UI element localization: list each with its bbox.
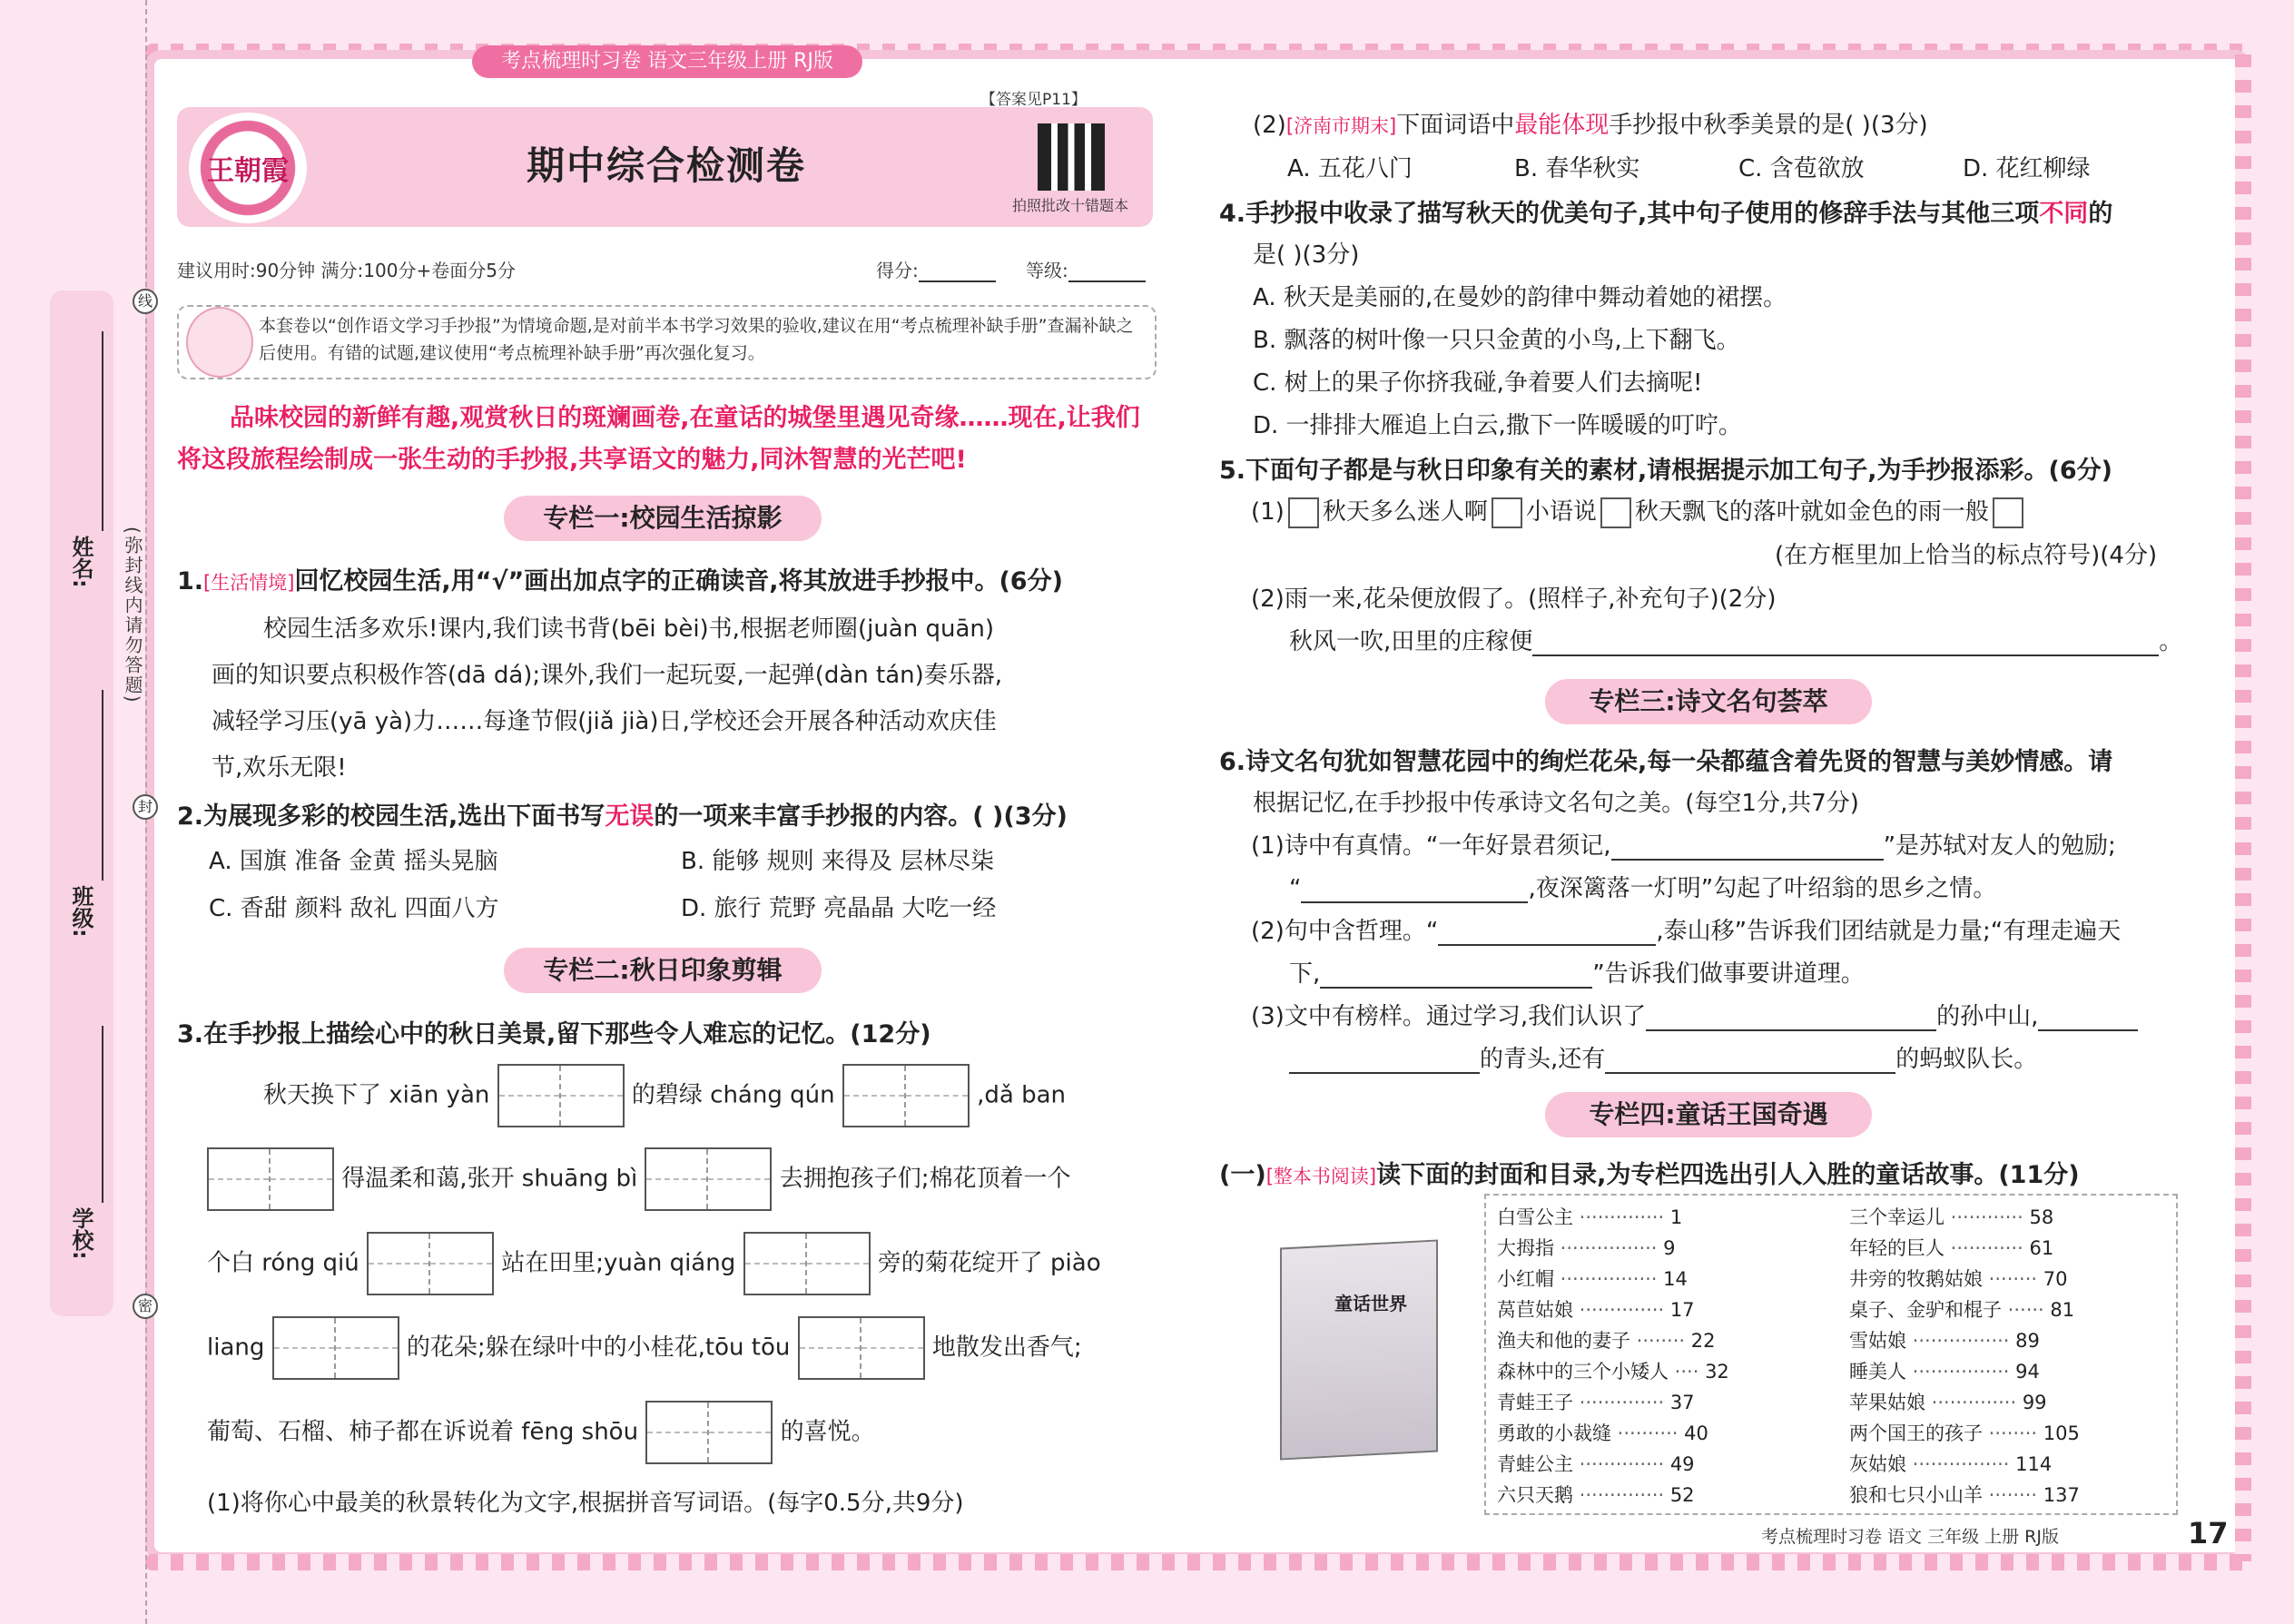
q3-text-2b: 去拥抱孩子们;棉花顶着一个 <box>779 1165 1071 1193</box>
toc-entry-title: 睡美人 <box>1849 1361 1906 1383</box>
q3b-number: (2) <box>1253 112 1286 139</box>
pinyin-daban: ,dǎ ban <box>977 1081 1066 1109</box>
q3b-text-b: 手抄报中秋季美景的是( )(3分) <box>1609 112 1928 139</box>
section-title-1: 专栏一:校园生活掠影 <box>504 496 822 541</box>
q5-sub2: (2)雨一来,花朵便放假了。(照样子,补充句子)(2分) <box>1251 586 1777 613</box>
qr-caption: 拍照批改十错题本 <box>1012 197 1129 214</box>
toc-entry <box>1497 1203 1682 1230</box>
q6-blank-3[interactable] <box>1438 920 1656 946</box>
binding-strip <box>50 290 113 1316</box>
toc-entry-page: 1 <box>1669 1206 1683 1228</box>
qr-code-icon[interactable] <box>1038 123 1105 191</box>
q3-text-4c: 地散发出香气; <box>931 1334 1082 1362</box>
toc-entry-page: 22 <box>1690 1330 1716 1352</box>
q3b-option-a[interactable]: A. 五花八门 <box>1287 155 1413 182</box>
q1-line-2[interactable]: 画的知识要点积极作答(dā dá);课外,我们一起玩耍,一起弹(dàn tán)奏乐器, <box>212 662 1003 689</box>
toc-entry-page: 137 <box>2043 1484 2080 1506</box>
q3-stem <box>177 1014 931 1049</box>
toc-entry-title: 大拇指 <box>1497 1237 1554 1259</box>
toc-entry-page: 9 <box>1663 1237 1676 1259</box>
toc-entry-title: 森林中的三个小矮人 <box>1497 1361 1669 1383</box>
answer-grid[interactable] <box>645 1147 772 1211</box>
school-field[interactable] <box>102 1026 103 1203</box>
q6-line-6 <box>1289 1040 2037 1074</box>
q6-line-2a: “ <box>1289 875 1302 902</box>
q6-blank-1[interactable] <box>1611 835 1884 861</box>
q5-sub2-blank[interactable] <box>1532 631 2159 656</box>
q2-emphasis: 无误 <box>605 802 655 831</box>
toc-entry-page: 105 <box>2043 1422 2080 1444</box>
toc-entry-title: 狼和七只小山羊 <box>1849 1484 1983 1506</box>
q2-option-d[interactable]: D. 旅行 荒野 亮晶晶 大吃一经 <box>681 895 997 922</box>
q7-tag: [整本书阅读] <box>1265 1166 1377 1187</box>
toc-entry-title: 灰姑娘 <box>1849 1453 1906 1475</box>
toc-leader-dots: ·············· <box>1573 1206 1670 1228</box>
q6-stem-2: 根据记忆,在手抄报中传承诗文名句之美。(每空1分,共7分) <box>1253 790 1859 817</box>
toc-entry-page: 37 <box>1669 1392 1695 1413</box>
tip-text: 本套卷以“创作语文学习手抄报”为情境命题,是对前半本书学习效果的验收,建议在用“考点梳理补缺手册”查漏补缺之后使用。有错的试题,建议使用“考点梳理补缺手册”再次强化复习。 <box>259 316 1134 363</box>
q6-line-1b: ”是苏轼对友人的勉励; <box>1883 832 2116 860</box>
q2-text-b: 的一项来丰富手抄报的内容。( )(3分) <box>654 802 1068 831</box>
toc-entry-page: 32 <box>1705 1361 1729 1383</box>
q5-sub1 <box>1251 493 2027 528</box>
answer-grid[interactable] <box>743 1232 871 1295</box>
q3-row-1 <box>263 1064 1066 1127</box>
q5-sub1-text-b: 小语说 <box>1525 498 1597 526</box>
q4-text-b: 的 <box>2088 200 2113 228</box>
toc-leader-dots: ········ <box>1983 1422 2043 1444</box>
answer-reference: 【答案见P11】 <box>980 91 1087 109</box>
school-label: 学校: <box>68 1207 94 1260</box>
toc-entry-title: 两个国王的孩子 <box>1849 1422 1983 1444</box>
q3b-emphasis: 最能体现 <box>1514 112 1610 139</box>
toc-entry-page: 49 <box>1669 1453 1695 1475</box>
toc-entry <box>1849 1357 2040 1384</box>
grade-field <box>1026 256 1146 282</box>
right-wave-border <box>2235 54 2251 1561</box>
q1-line-4: 节,欢乐无限! <box>212 754 347 782</box>
q6-line-4 <box>1289 955 1865 989</box>
q2-option-b[interactable]: B. 能够 规则 来得及 层林尽柒 <box>681 848 995 875</box>
toc-entry <box>1849 1419 2080 1446</box>
answer-grid[interactable] <box>272 1316 399 1380</box>
q5-sub2-line <box>1289 623 2182 656</box>
toc-leader-dots: ········ <box>1983 1484 2043 1506</box>
answer-grid[interactable] <box>842 1064 970 1127</box>
toc-leader-dots: ·············· <box>1573 1299 1670 1321</box>
q1-line-1[interactable]: 校园生活多欢乐!课内,我们读书背(bēi bèi)书,根据老师圈(juàn quān) <box>263 615 995 643</box>
q5-stem <box>1219 450 2112 486</box>
q5-sub2-end: 。 <box>2159 628 2183 655</box>
q6-line-3a: (2)句中含哲理。“ <box>1251 918 1439 945</box>
q6-blank-4[interactable] <box>1320 963 1592 989</box>
toc-entry-title: 年轻的巨人 <box>1849 1237 1944 1259</box>
toc-entry <box>1497 1419 1708 1446</box>
pinyin-xianyan: 秋天换下了 xiān yàn <box>263 1081 490 1109</box>
q3b-stem <box>1253 106 1928 140</box>
toc-entry-page: 17 <box>1669 1299 1695 1321</box>
brand-logo: 王朝霞 <box>189 113 307 223</box>
toc-leader-dots: ············ <box>1944 1237 2030 1259</box>
toc-entry-title: 苹果姑娘 <box>1849 1392 1925 1413</box>
q6-blank-5[interactable] <box>1646 1006 1936 1031</box>
pinyin-changqun: 的碧绿 cháng qún <box>631 1081 835 1109</box>
table-of-contents <box>1484 1194 2178 1515</box>
bottom-wave-border <box>145 1554 2251 1570</box>
punct-box[interactable] <box>1492 497 1522 528</box>
toc-leader-dots: ················ <box>1554 1237 1664 1259</box>
toc-entry <box>1849 1326 2040 1353</box>
book-title: 童话世界 <box>1334 1293 1407 1314</box>
q6-line-4b: ”告诉我们做事要讲道理。 <box>1592 960 1865 988</box>
q2-number: 2. <box>177 802 204 831</box>
grade-blank[interactable] <box>1068 262 1146 282</box>
series-tab: 考点梳理时习卷 语文三年级上册 RJ版 <box>472 45 862 78</box>
q6-line-3b: ,泰山移”告诉我们团结就是力量;“有理走遍天 <box>1656 918 2122 945</box>
q4-option-d[interactable]: D. 一排排大雁追上白云,撒下一阵暖暖的叮咛。 <box>1253 412 1742 439</box>
page-title: 期中综合检测卷 <box>527 143 807 188</box>
q3-row-5 <box>207 1401 875 1464</box>
q5-sub1-number: (1) <box>1251 498 1285 526</box>
toc-entry-page: 61 <box>2029 1237 2054 1259</box>
toc-entry <box>1849 1295 2074 1323</box>
page-number: 17 <box>2188 1516 2229 1550</box>
footer-text: 考点梳理时习卷 语文 三年级 上册 RJ版 <box>1761 1527 2059 1547</box>
toc-entry-page: 94 <box>2015 1361 2040 1383</box>
q4-text-a: 手抄报中收录了描写秋天的优美句子,其中句子使用的修辞手法与其他三项 <box>1245 200 2040 228</box>
toc-entry-title: 渔夫和他的妻子 <box>1497 1330 1630 1352</box>
toc-entry-page: 58 <box>2029 1206 2054 1228</box>
q5-sub1-text-a: 秋天多么迷人啊 <box>1322 498 1488 526</box>
q6-number: 6. <box>1219 748 1246 776</box>
pinyin-rongqiu: 个白 róng qiú <box>207 1249 359 1277</box>
toc-entry <box>1849 1481 2080 1508</box>
pinyin-toutou: 的花朵;躲在绿叶中的小桂花,tōu tōu <box>406 1334 791 1362</box>
q4-stem <box>1219 193 2112 229</box>
toc-entry <box>1849 1265 2068 1292</box>
answer-grid[interactable] <box>645 1401 773 1464</box>
score-field <box>876 256 996 282</box>
q4-option-b[interactable]: B. 飘落的树叶像一只只金黄的小鸟,上下翻飞。 <box>1253 327 1740 354</box>
q3-number: 3. <box>177 1020 204 1048</box>
score-label: 得分: <box>876 260 919 281</box>
q4-option-a[interactable]: A. 秋天是美丽的,在曼妙的韵律中舞动着她的裙摆。 <box>1253 284 1787 311</box>
toc-entry-page: 114 <box>2015 1453 2053 1475</box>
answer-grid[interactable] <box>497 1064 625 1127</box>
q6-line-1a: (1)诗中有真情。“一年好景君须记, <box>1251 832 1611 860</box>
q3-row-2 <box>207 1147 1071 1211</box>
toc-entry-title: 井旁的牧鹅姑娘 <box>1849 1268 1983 1290</box>
toc-entry-title: 青蛙王子 <box>1497 1392 1573 1413</box>
grade-label: 等级: <box>1026 260 1068 281</box>
q3-row-3 <box>207 1232 1101 1295</box>
q7-stem <box>1219 1155 2080 1190</box>
toc-entry <box>1497 1357 1729 1384</box>
punct-box[interactable] <box>1600 497 1631 528</box>
q6-stem-1 <box>1219 742 2112 777</box>
toc-entry <box>1497 1234 1676 1261</box>
pinyin-yuanqiang: 站在田里;yuàn qiáng <box>501 1249 736 1277</box>
q5-sub2-prompt: 秋风一吹,田里的庄稼便 <box>1289 628 1533 655</box>
toc-entry <box>1497 1265 1688 1292</box>
toc-entry <box>1849 1203 2053 1230</box>
q6-line-4a: 下, <box>1289 960 1321 988</box>
punct-box[interactable] <box>1993 497 2023 528</box>
toc-entry-page: 14 <box>1663 1268 1688 1290</box>
toc-entry-page: 89 <box>2015 1330 2040 1352</box>
q6-blank-8[interactable] <box>1605 1048 1895 1074</box>
pinyin-shuangbi: 得温柔和蔼,张开 shuāng bì <box>341 1165 638 1193</box>
q6-line-3 <box>1251 912 2121 946</box>
q7-text: 读下面的封面和目录,为专栏四选出引人入胜的童话故事。(11分) <box>1376 1161 2080 1189</box>
toc-entry <box>1497 1388 1695 1415</box>
girl-avatar-icon <box>186 307 253 378</box>
toc-entry <box>1497 1481 1695 1508</box>
q1-tag: [生活情境] <box>203 572 295 594</box>
q1-number: 1. <box>177 567 204 595</box>
q6-line-5b: 的孙中山, <box>1936 1003 2039 1030</box>
q3-text: 在手抄报上描绘心中的秋日美景,留下那些令人难忘的记忆。(12分) <box>203 1020 931 1048</box>
answer-grid[interactable] <box>367 1232 494 1295</box>
toc-entry-title: 三个幸运儿 <box>1849 1206 1944 1228</box>
toc-entry <box>1849 1450 2052 1477</box>
score-blank[interactable] <box>919 262 996 282</box>
q6-line-2b: ,夜深篱落一灯明”勾起了叶绍翁的思乡之情。 <box>1528 875 1997 902</box>
q7-number: (一) <box>1219 1161 1266 1189</box>
seal-mark-feng: 封 <box>133 794 158 820</box>
q1-text: 回忆校园生活,用“√”画出加点字的正确读音,将其放进手抄报中。(6分) <box>294 567 1063 595</box>
name-field[interactable] <box>102 331 103 531</box>
toc-leader-dots: ·············· <box>1573 1453 1670 1475</box>
section-title-2: 专栏二:秋日印象剪辑 <box>504 948 822 993</box>
answer-grid[interactable] <box>798 1316 925 1380</box>
q3b-option-b[interactable]: B. 春华秋实 <box>1514 155 1640 182</box>
q2-option-a[interactable]: A. 国旗 准备 金黄 摇头晃脑 <box>209 848 498 875</box>
q4-number: 4. <box>1219 200 1246 228</box>
q1-line-3[interactable]: 减轻学习压(yā yà)力……每逢节假(jiǎ jià)日,学校还会开展各种活动欢庆佳 <box>212 708 997 735</box>
section-title-4: 专栏四:童话王国奇遇 <box>1545 1092 1872 1137</box>
q6-line-6b: 的蚂蚁队长。 <box>1895 1046 2038 1073</box>
toc-leader-dots: ·············· <box>1925 1392 2023 1413</box>
toc-entry-page: 99 <box>2022 1392 2047 1413</box>
toc-entry <box>1497 1450 1695 1477</box>
q4-option-c[interactable]: C. 树上的果子你挤我碰,争着要人们去摘呢! <box>1253 369 1703 397</box>
seal-mark-mi: 密 <box>133 1294 158 1319</box>
toc-leader-dots: ················ <box>1906 1330 2016 1352</box>
toc-entry-page: 52 <box>1669 1484 1695 1506</box>
q3-text-5b: 的喜悦。 <box>780 1418 875 1446</box>
toc-leader-dots: ········ <box>1630 1330 1691 1352</box>
q6-line-5 <box>1251 998 2138 1031</box>
toc-leader-dots: ········ <box>1983 1268 2043 1290</box>
toc-entry-page: 81 <box>2050 1299 2075 1321</box>
q3b-tag: [济南市期末] <box>1285 115 1397 137</box>
q1-stem <box>177 561 1063 596</box>
q5-number: 5. <box>1219 457 1246 485</box>
pinyin-fengshou: 葡萄、石榴、柿子都在诉说着 fēng shōu <box>207 1418 639 1446</box>
toc-leader-dots: ·············· <box>1573 1484 1670 1506</box>
q6-blank-2[interactable] <box>1301 878 1528 903</box>
q6-text-1: 诗文名句犹如智慧花园中的绚烂花朵,每一朵都蕴含着先贤的智慧与美妙情感。请 <box>1245 748 2113 776</box>
toc-entry <box>1849 1388 2047 1415</box>
toc-entry-title: 桌子、金驴和棍子 <box>1849 1299 2002 1321</box>
q3b-option-c[interactable]: C. 含苞欲放 <box>1738 155 1865 182</box>
intro-paragraph: 品味校园的新鲜有趣,观赏秋日的斑斓画卷,在童话的城堡里遇见奇缘……现在,让我们将这段旅程绘制成一张生动的手抄报,共享语文的魅力,同沐智慧的光芒吧! <box>177 404 1140 474</box>
q5-sub1-text-c: 秋天飘飞的落叶就如金色的雨一般 <box>1634 498 1989 526</box>
toc-entry-title: 莴苣姑娘 <box>1497 1299 1573 1321</box>
toc-entry <box>1497 1295 1695 1323</box>
toc-entry <box>1497 1326 1716 1353</box>
toc-leader-dots: ······ <box>2002 1299 2051 1321</box>
toc-leader-dots: ················ <box>1554 1268 1664 1290</box>
section-title-3: 专栏三:诗文名句荟萃 <box>1545 679 1872 724</box>
toc-leader-dots: ················ <box>1906 1361 2016 1383</box>
q2-option-c[interactable]: C. 香甜 颜料 敌礼 四面八方 <box>209 895 499 922</box>
q2-text-a: 为展现多彩的校园生活,选出下面书写 <box>203 802 605 831</box>
q2-stem <box>177 796 1068 832</box>
q4-stem-c: 是( )(3分) <box>1253 241 1360 269</box>
q6-line-2 <box>1289 870 1996 903</box>
toc-leader-dots: ·········· <box>1611 1422 1685 1444</box>
q6-line-5a: (3)文中有榜样。通过学习,我们认识了 <box>1251 1003 1647 1030</box>
q6-line-1 <box>1251 827 2116 861</box>
q3-sub1: (1)将你心中最美的秋景转化为文字,根据拼音写词语。(每字0.5分,共9分) <box>207 1490 964 1517</box>
name-label: 姓名: <box>68 536 94 588</box>
seal-line-note: (弥封线内请勿答题) <box>122 527 143 704</box>
q6-blank-7[interactable] <box>1289 1048 1480 1074</box>
q5-sub1-note: (在方框里加上恰当的标点符号)(4分) <box>1775 542 2158 569</box>
toc-entry-title: 六只天鹅 <box>1497 1484 1573 1506</box>
pinyin-liang: liang <box>207 1334 265 1362</box>
book-cover-image <box>1280 1239 1438 1460</box>
punct-box[interactable] <box>1288 497 1319 528</box>
toc-entry-title: 白雪公主 <box>1497 1206 1573 1228</box>
class-field[interactable] <box>102 690 103 881</box>
toc-entry-title: 雪姑娘 <box>1849 1330 1906 1352</box>
toc-leader-dots: ···· <box>1669 1361 1706 1383</box>
toc-entry-title: 青蛙公主 <box>1497 1453 1573 1475</box>
q3-row-4 <box>207 1316 1082 1380</box>
toc-leader-dots: ················ <box>1906 1453 2016 1475</box>
toc-entry-title: 勇敢的小裁缝 <box>1497 1422 1611 1444</box>
toc-entry-page: 70 <box>2043 1268 2068 1290</box>
toc-entry-title: 小红帽 <box>1497 1268 1554 1290</box>
toc-leader-dots: ·············· <box>1573 1392 1670 1413</box>
toc-entry <box>1849 1234 2053 1261</box>
q6-line-6a: 的青头,还有 <box>1480 1046 1606 1073</box>
q6-blank-6[interactable] <box>2038 1006 2138 1031</box>
toc-leader-dots: ············ <box>1944 1206 2030 1228</box>
class-label: 班级: <box>68 885 94 938</box>
time-info: 建议用时:90分钟 满分:100分+卷面分5分 <box>177 260 516 281</box>
toc-entry-page: 40 <box>1684 1422 1708 1444</box>
q3b-option-d[interactable]: D. 花红柳绿 <box>1963 155 2091 182</box>
answer-grid[interactable] <box>207 1147 334 1211</box>
seal-mark-xian: 线 <box>133 289 158 314</box>
q4-emphasis: 不同 <box>2039 200 2089 228</box>
q3b-text-a: 下面词语中 <box>1396 112 1515 139</box>
pinyin-piao: 旁的菊花绽开了 piào <box>877 1249 1101 1277</box>
q5-text: 下面句子都是与秋日印象有关的素材,请根据提示加工句子,为手抄报添彩。(6分) <box>1245 457 2113 485</box>
